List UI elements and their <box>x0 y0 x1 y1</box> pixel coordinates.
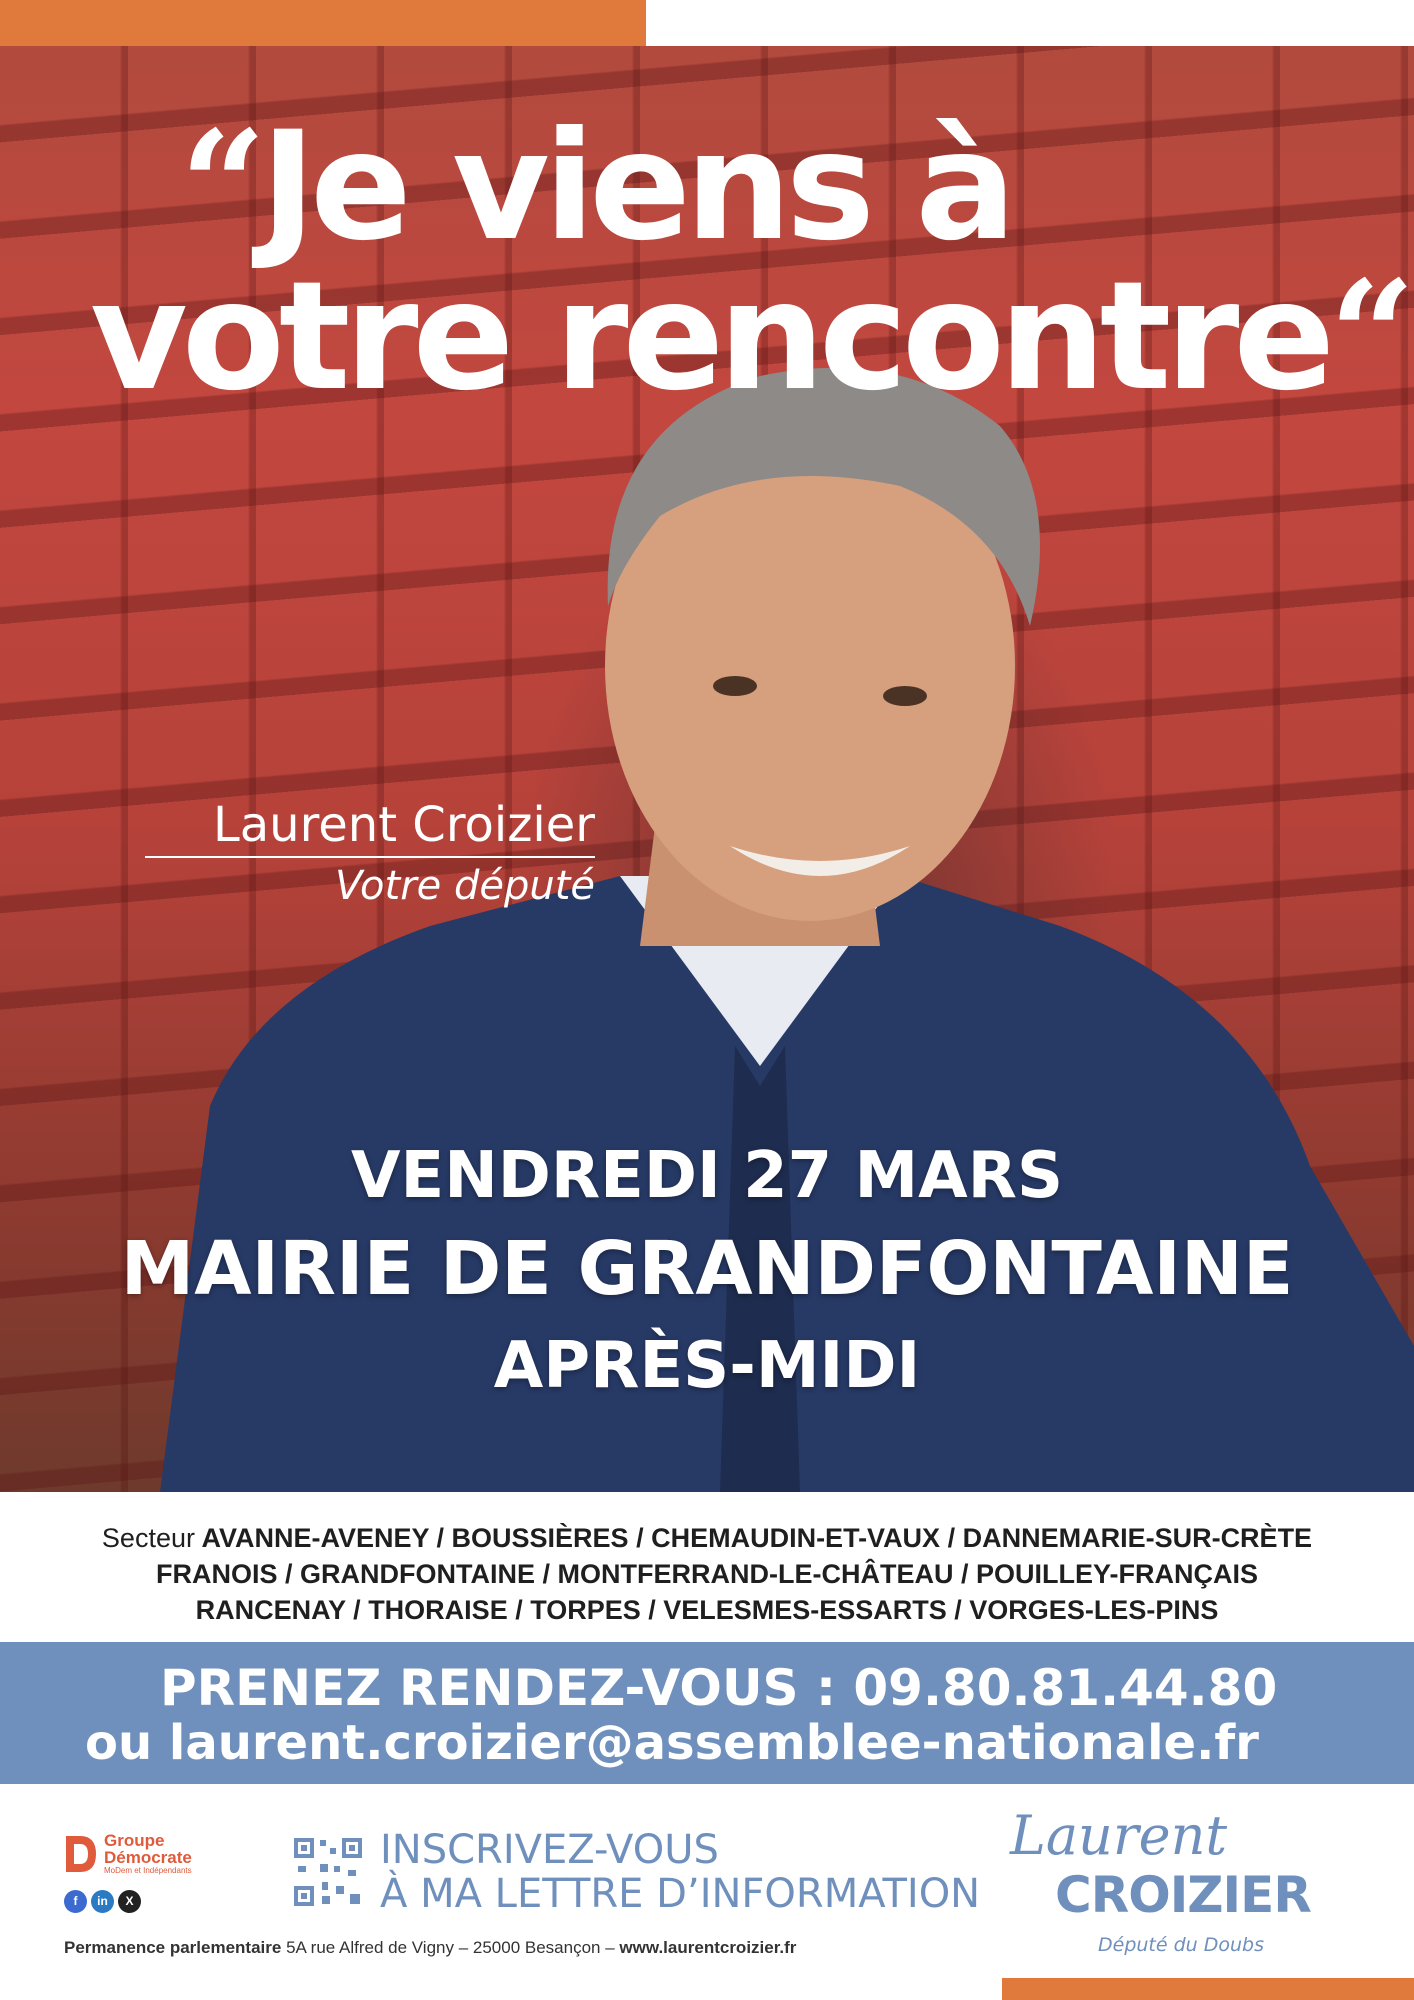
deputy-role: Votre député <box>335 863 595 909</box>
signature-name: CROIZIER <box>1055 1866 1311 1924</box>
sector-line-1 <box>0 1492 1414 1556</box>
sector-towns-1: AVANNE-AVENEY / BOUSSIÈRES / CHEMAUDIN-ET-VAUX / DANNEMARIE-SUR-CRÈTE <box>201 1523 1313 1553</box>
signature-role: Député du Doubs <box>1098 1934 1264 1956</box>
newsletter-signup[interactable] <box>380 1828 980 1916</box>
sector-list <box>0 1492 1414 1642</box>
newsletter-line-2: À MA LETTRE D’INFORMATION <box>380 1871 981 1917</box>
party-name <box>104 1832 192 1866</box>
name-divider <box>145 856 595 858</box>
linkedin-icon[interactable]: in <box>91 1890 114 1913</box>
footer <box>0 1784 1414 1978</box>
address-label: Permanence parlementaire <box>64 1938 282 1957</box>
qr-code-icon[interactable] <box>292 1836 364 1908</box>
event-place: MAIRIE DE GRANDFONTAINE <box>120 1226 1294 1312</box>
newsletter-line-1: INSCRIVEZ-VOUS <box>380 1827 719 1873</box>
signature-logo <box>1010 1804 1350 1954</box>
contact-phone[interactable]: PRENEZ RENDEZ-VOUS : 09.80.81.44.80 <box>160 1659 1278 1717</box>
signature-script: Laurent <box>1010 1804 1228 1867</box>
sector-line-3: RANCENAY / THORAISE / TORPES / VELESMES-ESSARTS / VORGES-LES-PINS <box>195 1595 1219 1625</box>
office-address <box>64 1938 796 1958</box>
deputy-name: Laurent Croizier <box>213 797 595 853</box>
party-mark-icon <box>64 1834 98 1874</box>
deputy-name-block <box>145 796 595 910</box>
headline-line-2: votre rencontre <box>90 250 1330 424</box>
party-name-line-1: Groupe <box>104 1831 165 1850</box>
event-time: APRÈS-MIDI <box>493 1329 921 1403</box>
contact-email[interactable]: ou laurent.croizier@assemblee-nationale.fr <box>85 1715 1259 1771</box>
facebook-icon[interactable]: f <box>64 1890 87 1913</box>
close-quote-mark: “ <box>1329 248 1410 424</box>
party-subtitle: MoDem et Indépendants <box>104 1866 192 1875</box>
website-link[interactable]: www.laurentcroizier.fr <box>619 1938 797 1957</box>
social-links <box>64 1890 145 1914</box>
party-logo <box>64 1832 224 1882</box>
headline-line-1: Je viens à <box>260 100 1011 274</box>
address-text: 5A rue Alfred de Vigny – 25000 Besançon – <box>286 1938 615 1957</box>
sector-prefix: Secteur <box>101 1523 195 1553</box>
event-date: VENDREDI 27 MARS <box>350 1139 1064 1213</box>
hero-photo <box>0 46 1414 1492</box>
x-icon[interactable]: X <box>118 1890 141 1913</box>
bottom-accent-bar <box>1002 1978 1414 2000</box>
open-quote-mark: “ <box>180 98 261 274</box>
party-name-line-2: Démocrate <box>104 1848 192 1867</box>
top-accent-bar <box>0 0 646 46</box>
contact-banner <box>0 1642 1414 1784</box>
sector-line-2: FRANOIS / GRANDFONTAINE / MONTFERRAND-LE-CHÂTEAU / POUILLEY-FRANÇAIS <box>156 1559 1258 1589</box>
